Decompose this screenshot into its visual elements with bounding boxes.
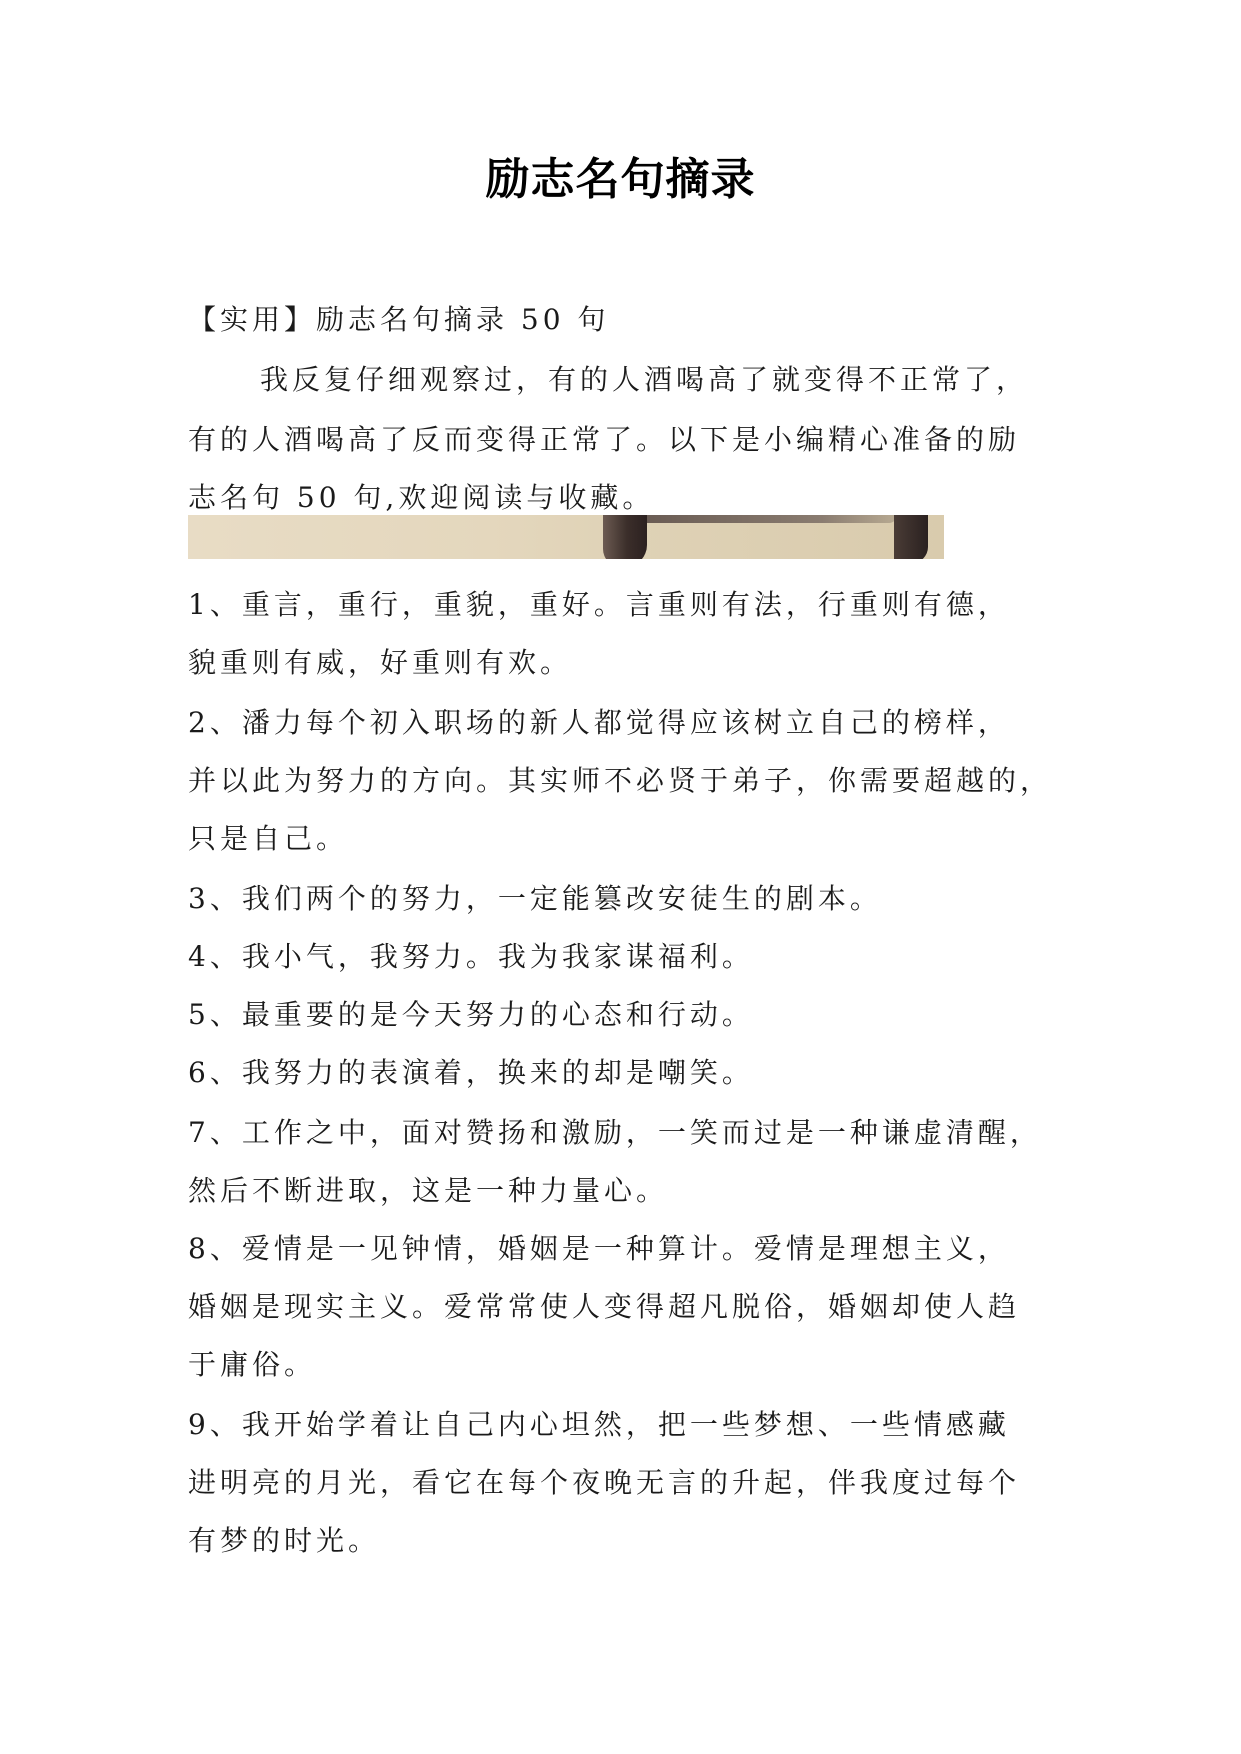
photo-figure-shape xyxy=(603,515,647,559)
quote-line: 有梦的时光。 xyxy=(188,1524,381,1557)
quote-line: 貌重则有威，好重则有欢。 xyxy=(188,646,573,679)
quote-line: 并以此为努力的方向。其实师不必贤于弟子，你需要超越的， xyxy=(188,764,1053,797)
quote-line: 6、我努力的表演着，换来的却是嘲笑。 xyxy=(188,1056,754,1089)
intro-line: 有的人酒喝高了反而变得正常了。以下是小编精心准备的励 xyxy=(188,423,1021,456)
quote-line: 于庸俗。 xyxy=(188,1348,317,1381)
quote-line: 4、我小气，我努力。我为我家谋福利。 xyxy=(188,940,754,973)
quote-line: 5、最重要的是今天努力的心态和行动。 xyxy=(188,998,754,1031)
quote-line: 只是自己。 xyxy=(188,822,349,855)
quote-line: 婚姻是现实主义。爱常常使人变得超凡脱俗，婚姻却使人趋 xyxy=(188,1290,1021,1323)
photo-figure-shape xyxy=(647,515,897,523)
quote-line: 7、工作之中，面对赞扬和激励，一笑而过是一种谦虚清醒， xyxy=(188,1116,1042,1149)
intro-line: 志名句 50 句,欢迎阅读与收藏。 xyxy=(188,481,655,514)
quote-line: 进明亮的月光，看它在每个夜晚无言的升起，伴我度过每个 xyxy=(188,1466,1021,1499)
quote-line: 然后不断进取，这是一种力量心。 xyxy=(188,1174,669,1207)
quote-line: 2、潘力每个初入职场的新人都觉得应该树立自己的榜样， xyxy=(188,706,1010,739)
quote-line: 9、我开始学着让自己内心坦然，把一些梦想、一些情感藏 xyxy=(188,1408,1010,1441)
quote-line: 3、我们两个的努力，一定能篡改安徒生的剧本。 xyxy=(188,882,882,915)
photo-figure-shape xyxy=(894,515,928,559)
document-title: 励志名句摘录 xyxy=(485,154,756,205)
quote-line: 1、重言，重行，重貌，重好。言重则有法，行重则有德， xyxy=(188,588,1010,621)
heading-line: 【实用】励志名句摘录 50 句 xyxy=(188,303,610,336)
quote-line: 8、爱情是一见钟情，婚姻是一种算计。爱情是理想主义， xyxy=(188,1232,1010,1265)
embedded-photo xyxy=(188,515,944,559)
intro-line: 我反复仔细观察过，有的人酒喝高了就变得不正常了， xyxy=(260,363,1029,396)
